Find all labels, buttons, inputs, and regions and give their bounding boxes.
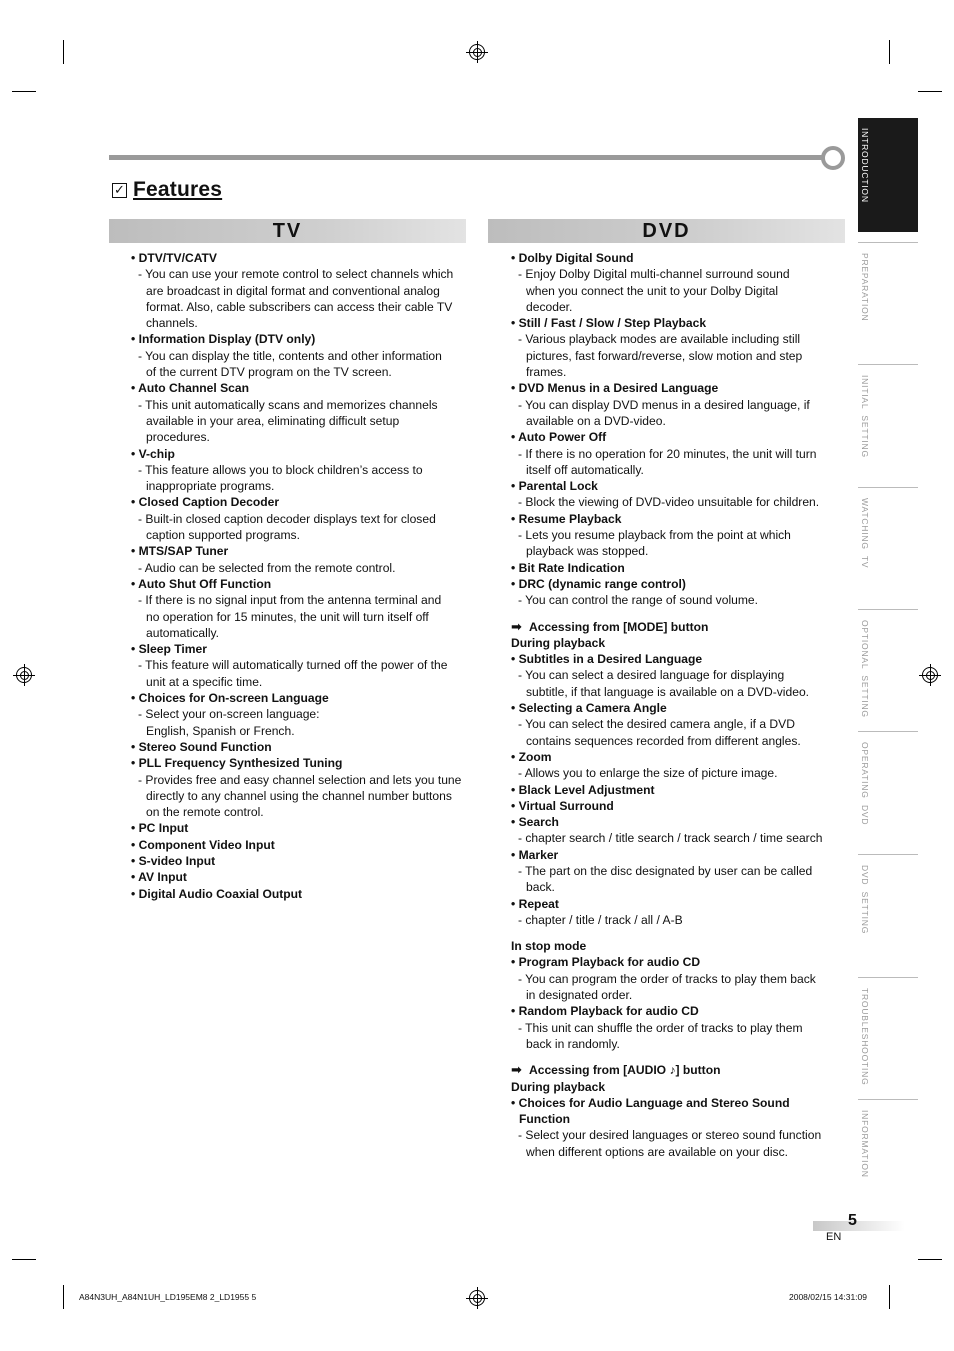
registration-mark-icon [469, 44, 485, 60]
side-tab-label: OPERATING DVD [860, 742, 870, 826]
feature-description: - Audio can be selected from the remote control. [138, 560, 396, 575]
feature-heading: • V-chip [131, 446, 175, 461]
language-code: EN [826, 1231, 842, 1243]
feature-description-continued: frames. [526, 365, 567, 380]
side-tab [858, 854, 918, 967]
feature-description-continued: itself off automatically. [526, 462, 644, 477]
feature-description-continued: inappropriate programs. [146, 479, 275, 494]
feature-description: - If there is no signal input from the antenna terminal and [138, 593, 442, 608]
feature-heading: • DVD Menus in a Desired Language [511, 381, 719, 396]
crop-mark [63, 40, 64, 64]
crop-mark [12, 91, 36, 92]
feature-heading: • Marker [511, 847, 559, 862]
footer-timestamp: 2008/02/15 14:31:09 [789, 1292, 867, 1302]
feature-description: - This unit can shuffle the order of tracks to play them [518, 1020, 803, 1035]
side-tab [858, 977, 918, 1089]
feature-heading-continued: Function [519, 1112, 571, 1127]
feature-heading: • Subtitles in a Desired Language [511, 652, 703, 667]
feature-heading: • S-video Input [131, 853, 216, 868]
feature-description-continued: format. Also, cable subscribers can access their cable TV [146, 299, 453, 314]
side-tab [858, 242, 918, 354]
mode-subheading: During playback [511, 1079, 606, 1094]
side-tab-label: INTRODUCTION [860, 128, 870, 203]
dvd-section-label: DVD [642, 220, 691, 242]
feature-description: - You can program the order of tracks to play them back [518, 971, 816, 986]
side-tab-label: WATCHING TV [860, 498, 870, 569]
feature-description-continued: decoder. [526, 299, 573, 314]
feature-description: - You can display DVD menus in a desired language, if [518, 397, 810, 412]
registration-mark-icon [922, 667, 938, 683]
feature-description-continued: when different options are available on your disc. [526, 1144, 788, 1159]
side-tab-label: PREPARATION [860, 253, 870, 322]
feature-heading: • Auto Channel Scan [131, 381, 250, 396]
feature-heading: • AV Input [131, 870, 187, 885]
feature-heading: • MTS/SAP Tuner [131, 544, 229, 559]
feature-heading: • Still / Fast / Slow / Step Playback [511, 316, 707, 331]
feature-description-continued: pictures, fast forward/reverse, slow motion and step [526, 348, 803, 363]
registration-mark-icon [469, 1290, 485, 1306]
feature-heading: • Digital Audio Coaxial Output [131, 886, 303, 901]
feature-description: - Various playback modes are available including still [518, 332, 801, 347]
feature-description-continued: contains sequences recorded from different angles. [526, 733, 801, 748]
feature-heading: • DTV/TV/CATV [131, 251, 217, 265]
feature-heading: • Information Display (DTV only) [131, 332, 316, 347]
feature-description: - This feature allows you to block children’s access to [138, 462, 423, 477]
feature-description-continued: back in randomly. [526, 1036, 620, 1051]
feature-heading: • Closed Caption Decoder [131, 495, 280, 510]
dvd-section-header [488, 219, 845, 243]
mode-subheading: During playback [511, 635, 606, 650]
feature-description: - Enjoy Dolby Digital multi-channel surround sound [518, 267, 790, 282]
arrow-right-icon: ➡ [511, 618, 522, 634]
feature-description-continued: when you connect the unit to your Dolby Digital [526, 283, 779, 298]
feature-description-continued: no operation for 15 minutes, the unit will turn itself off [146, 609, 429, 624]
feature-heading: • Dolby Digital Sound [511, 251, 634, 265]
tv-section-header [109, 219, 466, 243]
feature-description-continued: automatically. [146, 625, 220, 640]
feature-description-continued: available on a DVD-video. [526, 413, 666, 428]
spacer [511, 928, 851, 938]
feature-heading: • Black Level Adjustment [511, 782, 655, 797]
feature-heading: • Stereo Sound Function [131, 739, 272, 754]
feature-description-continued: English, Spanish or French. [146, 723, 295, 738]
side-tab-label: TROUBLESHOOTING [860, 988, 870, 1086]
page-number-bar [813, 1221, 905, 1231]
arrow-right-icon: ➡ [511, 1062, 522, 1078]
feature-description-continued: channels. [146, 316, 198, 331]
feature-description-continued: playback was stopped. [526, 544, 649, 559]
page-number: 5 [848, 1212, 857, 1229]
feature-heading: • Selecting a Camera Angle [511, 701, 667, 716]
side-tab-label: OPTIONAL SETTING [860, 620, 870, 718]
feature-description-continued: of the current DTV program on the TV screen. [146, 365, 392, 380]
feature-heading: • Choices for On-screen Language [131, 691, 329, 706]
feature-description: - Provides free and easy channel selection and lets you tune [138, 772, 462, 787]
access-button-label: Accessing from [MODE] button [529, 619, 709, 634]
feature-heading: • DRC (dynamic range control) [511, 576, 686, 591]
feature-heading: • Resume Playback [511, 511, 622, 526]
feature-description-continued: caption supported programs. [146, 528, 300, 543]
feature-description: - This unit automatically scans and memorizes channels [138, 397, 438, 412]
feature-description-continued: directly to any channel using the channel number buttons [146, 788, 452, 803]
access-button-heading [511, 619, 851, 635]
crop-mark [889, 40, 890, 64]
access-button-heading [511, 1062, 851, 1078]
feature-heading: • Bit Rate Indication [511, 560, 625, 575]
feature-heading: • Random Playback for audio CD [511, 1004, 699, 1019]
feature-description-continued: unit at a specific time. [146, 674, 263, 689]
crop-mark [918, 91, 942, 92]
feature-description: - You can display the title, contents and other information [138, 348, 442, 363]
side-tab [858, 118, 918, 232]
feature-description-continued: in designated order. [526, 988, 633, 1003]
side-tab [858, 1099, 918, 1213]
side-tab [858, 487, 918, 599]
side-tab [858, 364, 918, 477]
feature-description: - You can use your remote control to select channels which [138, 267, 454, 282]
feature-description: - Allows you to enlarge the size of picture image. [518, 766, 778, 781]
feature-description-continued: are broadcast in digital format and conventional analog [146, 283, 440, 298]
spacer [511, 609, 851, 619]
crop-mark [918, 1259, 942, 1260]
title-rule [109, 155, 829, 160]
footer-file-info: A84N3UH_A84N1UH_LD195EM8 2_LD1955 5 [79, 1292, 257, 1302]
feature-description-continued: procedures. [146, 430, 210, 445]
feature-heading: • Zoom [511, 749, 552, 764]
feature-heading: • Repeat [511, 896, 559, 911]
feature-heading: • Choices for Audio Language and Stereo Sound [511, 1095, 790, 1110]
feature-description-continued: on the remote control. [146, 805, 264, 820]
feature-description-continued: subtitle, if that language is available on a DVD-video. [526, 684, 810, 699]
feature-description: - Lets you resume playback from the point at which [518, 528, 791, 543]
spacer [511, 1052, 851, 1062]
feature-heading: • Auto Shut Off Function [131, 576, 272, 591]
side-tab-label: INFORMATION [860, 1110, 870, 1178]
side-tab [858, 731, 918, 844]
feature-description: - Select your desired languages or stereo sound function [518, 1128, 822, 1143]
crop-mark [63, 1285, 64, 1309]
feature-description-continued: available in your area, eliminating difficult setup [146, 413, 400, 428]
registration-mark-icon [16, 667, 32, 683]
mode-subheading: In stop mode [511, 939, 587, 954]
feature-heading: • Virtual Surround [511, 798, 614, 813]
feature-description: - chapter search / title search / track search / time search [518, 831, 823, 846]
crop-mark [889, 1285, 890, 1309]
feature-heading: • Program Playback for audio CD [511, 955, 701, 970]
feature-heading: • PC Input [131, 821, 189, 836]
feature-description: - You can control the range of sound volume. [518, 593, 759, 608]
tv-section-label: TV [272, 220, 303, 242]
feature-description: - Built-in closed caption decoder displays text for closed [138, 511, 436, 526]
feature-description: - You can select the desired camera angle, if a DVD [518, 717, 795, 732]
access-button-label: Accessing from [AUDIO ♪] button [529, 1063, 721, 1078]
dvd-feature-list [511, 250, 851, 1160]
feature-description: - This feature will automatically turned off the power of the [138, 658, 448, 673]
feature-heading: • Auto Power Off [511, 430, 607, 445]
feature-description: - Block the viewing of DVD-video unsuitable for children. [518, 495, 820, 510]
feature-description: - If there is no operation for 20 minutes, the unit will turn [518, 446, 817, 461]
tv-feature-list [131, 250, 473, 902]
page-title: Features [133, 178, 223, 201]
checkbox-icon: ✓ [112, 183, 127, 198]
feature-heading: • Search [511, 815, 559, 830]
feature-heading: • Parental Lock [511, 479, 598, 494]
side-tab-label: INITIAL SETTING [860, 375, 870, 458]
title-rule-knob [821, 146, 845, 170]
feature-description: - The part on the disc designated by user can be called [518, 863, 813, 878]
side-tab-label: DVD SETTING [860, 865, 870, 935]
feature-heading: • PLL Frequency Synthesized Tuning [131, 756, 343, 771]
feature-heading: • Component Video Input [131, 837, 275, 852]
feature-description: - Select your on-screen language: [138, 707, 320, 722]
feature-heading: • Sleep Timer [131, 642, 207, 657]
feature-description: - chapter / title / track / all / A-B [518, 912, 683, 927]
side-tab [858, 609, 918, 721]
crop-mark [12, 1259, 36, 1260]
feature-description: - You can select a desired language for displaying [518, 668, 785, 683]
feature-description-continued: back. [526, 880, 555, 895]
